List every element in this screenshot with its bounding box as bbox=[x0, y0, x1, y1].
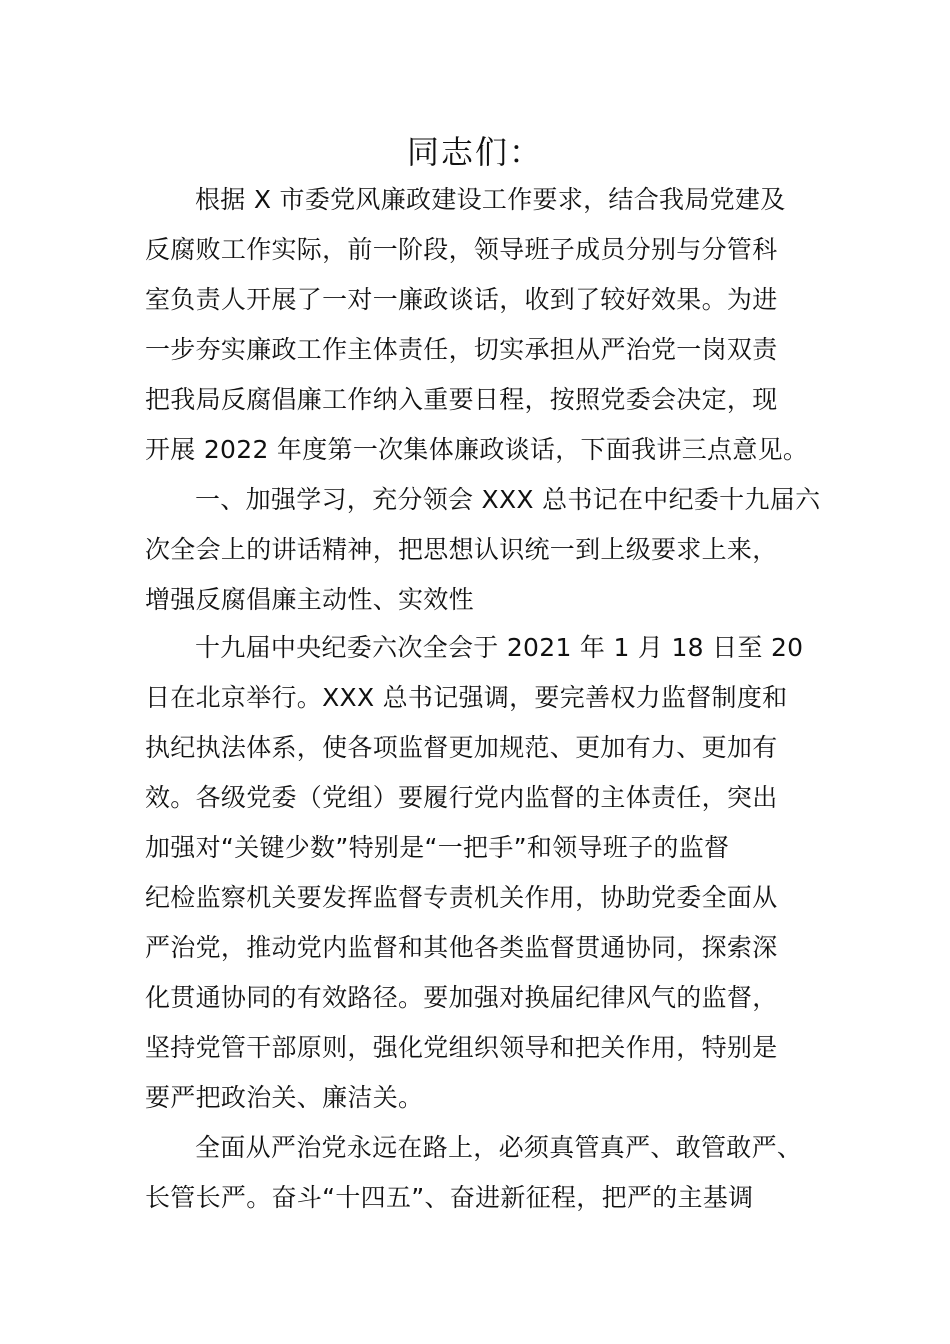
section-heading-line: 次全会上的讲话精神，把思想认识统一到上级要求上来， bbox=[145, 535, 778, 564]
section-heading-line: 增强反腐倡廉主动性、实效性 bbox=[145, 585, 474, 614]
text-line: 加强对“关键少数”特别是“一把手”和领导班子的监督 bbox=[145, 833, 730, 862]
text-line: 十九届中央纪委六次全会于 2021 年 1 月 18 日至 20 bbox=[195, 633, 804, 662]
text-line: 日在北京举行。XXX 总书记强调，要完善权力监督制度和 bbox=[145, 683, 788, 712]
text-line: 长管长严。奋斗“十四五”、奋进新征程，把严的主基调 bbox=[145, 1183, 754, 1212]
text-line: 执纪执法体系，使各项监督更加规范、更加有力、更加有 bbox=[145, 733, 778, 762]
text-line: 坚持党管干部原则，强化党组织领导和把关作用，特别是 bbox=[145, 1033, 778, 1062]
text-line: 反腐败工作实际，前一阶段，领导班子成员分别与分管科 bbox=[145, 235, 778, 264]
text-line: 效。各级党委（党组）要履行党内监督的主体责任，突出 bbox=[145, 783, 778, 812]
text-line: 把我局反腐倡廉工作纳入重要日程，按照党委会决定，现 bbox=[145, 385, 778, 414]
text-line: 严治党，推动党内监督和其他各类监督贯通协同，探索深 bbox=[145, 933, 778, 962]
document-salutation: 同志们： bbox=[406, 133, 543, 171]
text-line: 要严把政治关、廉洁关。 bbox=[145, 1083, 424, 1112]
text-line: 全面从严治党永远在路上，必须真管真严、敢管敢严、 bbox=[195, 1133, 803, 1162]
text-line: 纪检监察机关要发挥监督专责机关作用，协助党委全面从 bbox=[145, 883, 778, 912]
text-line: 根据 X 市委党风廉政建设工作要求，结合我局党建及 bbox=[195, 185, 786, 214]
section-heading-line: 一、加强学习，充分领会 XXX 总书记在中纪委十九届六 bbox=[195, 485, 821, 514]
text-line: 开展 2022 年度第一次集体廉政谈话，下面我讲三点意见。 bbox=[145, 435, 809, 464]
text-line: 化贯通协同的有效路径。要加强对换届纪律风气的监督， bbox=[145, 983, 778, 1012]
text-line: 一步夯实廉政工作主体责任，切实承担从严治党一岗双责 bbox=[145, 335, 778, 364]
text-line: 室负责人开展了一对一廉政谈话，收到了较好效果。为进 bbox=[145, 285, 778, 314]
